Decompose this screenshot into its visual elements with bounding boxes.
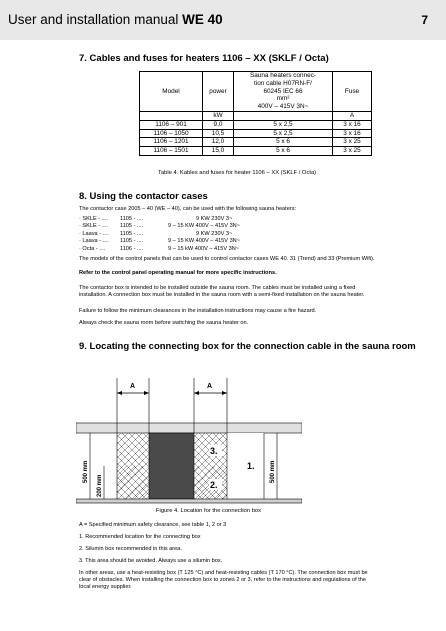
page-number: 7 xyxy=(421,13,428,27)
arrow-head xyxy=(144,391,149,395)
control-panels-text: The models of the control panels that can be used to control contactor cases WE 40. 31 (Trend) and 33 (Premium Wifi). xyxy=(79,256,375,262)
heater-code: 1105 - .... xyxy=(120,230,144,237)
heater-name: · Laava - .... xyxy=(79,230,109,237)
install-text: The contactor box is intended to be installed outside the sauna room. The cables must be installed using a fixed installation. A connection box must be installed in the sauna room with a semi-fixed installation on the sauna heater. xyxy=(79,285,365,299)
cell-fuse: 3 x 25 xyxy=(333,147,372,156)
failure-text: Failure to follow the minimum clearances in the installation instructions may cause a fire hazard. xyxy=(79,308,317,314)
cable-header-line: 60245 IEC 66 xyxy=(263,87,303,95)
cell-model: 1106 – 1501 xyxy=(140,147,203,156)
contactor-intro: The contactor case 2005 – 40 (WE – 40), can be used with the following sauna heaters: xyxy=(79,206,297,212)
cell-power: 10,5 xyxy=(203,129,234,138)
heater-spec: 9 – 15 KW 400V – 415V 3N~ xyxy=(168,238,240,245)
manual-model: WE 40 xyxy=(182,12,223,27)
section-9-heading: 9. Locating the connecting box for the connection cable in the sauna room xyxy=(79,341,416,352)
cable-header-line: tion cable H07RN-F/ xyxy=(254,79,312,87)
dim-500-left-label: 500 mm xyxy=(83,460,89,483)
manual-title-text: User and installation manual xyxy=(8,12,179,27)
cell-power: 15,0 xyxy=(203,147,234,156)
refer-text: Refer to the control panel operating manual for more specific instructions. xyxy=(79,270,277,276)
cell-fuse: 3 x 25 xyxy=(333,138,372,147)
section-8-heading: 8. Using the contactor cases xyxy=(79,191,208,202)
cell-fuse: 3 x 16 xyxy=(333,129,372,138)
heater-spec: 9 – 15 KW 400V – 415V 3N~ xyxy=(168,223,240,230)
clearance-label-a: A xyxy=(207,383,213,390)
unit-cell xyxy=(234,111,333,120)
heater-code: 1105 - .... xyxy=(120,216,144,222)
arrow-head xyxy=(117,391,122,395)
zone-3-label: 3. xyxy=(210,446,218,456)
connection-box-figure xyxy=(76,373,302,505)
check-text: Always check the sauna room before switching the sauna heater on. xyxy=(79,320,249,326)
zone-1-label: 1. xyxy=(247,461,255,471)
cell-cable: 5 x 2,5 xyxy=(234,129,333,138)
heater-code: 1105 - .... xyxy=(120,223,144,230)
unit-cell xyxy=(140,111,203,120)
table-row xyxy=(140,138,372,147)
cell-cable: 5 x 6 xyxy=(234,147,333,156)
heater-name: · SKLE - .... xyxy=(79,216,108,222)
legend-item-3: 3. This area should be avoided. Always use a silumin box. xyxy=(79,558,223,564)
arrow-head xyxy=(222,391,227,395)
heater-name: · Octa - .... xyxy=(79,245,106,252)
table-header-row xyxy=(140,72,372,112)
section-7-heading: 7. Cables and fuses for heaters 1106 – XX (SKLF / Octa) xyxy=(79,53,329,64)
zone-2-label: 2. xyxy=(210,480,218,490)
dim-200-label: 200 mm xyxy=(97,474,103,497)
cell-power: 12,0 xyxy=(203,138,234,147)
heater-block xyxy=(149,433,194,499)
zone-1-area xyxy=(227,433,264,499)
cell-model: 1106 – 901 xyxy=(140,120,203,129)
other-areas-text: In other areas, use a heat-resisting box (T 125 °C) and heat-resisting cables (T 170 °C). The connection box must be clear of obstacles. When installing the connection box to zones 2 or 3, refer to the instructions and regulations of the local energy supplier. xyxy=(79,570,368,591)
floor-band xyxy=(76,499,302,503)
cell-fuse: 3 x 16 xyxy=(333,120,372,129)
legend-item-1: 1. Recommended location for the connecting box xyxy=(79,534,201,540)
heater-spec: 9 KW 230V 3~ xyxy=(196,230,233,237)
heater-names xyxy=(79,216,109,253)
unit-power: kW xyxy=(203,111,234,120)
heater-specs xyxy=(168,216,240,253)
heater-spec: 9 – 15 kW 400V – 415V 3N~ xyxy=(168,245,240,252)
cell-model: 1106 – 1201 xyxy=(140,138,203,147)
cell-model: 1106 – 1050 xyxy=(140,129,203,138)
dim-500-right-label: 500 mm xyxy=(270,460,276,483)
table-unit-row xyxy=(140,111,372,120)
heater-name: · Laava - .... xyxy=(79,238,109,245)
heater-name: · SKLE - .... xyxy=(79,223,108,230)
heater-code: 1105 - .... xyxy=(120,238,144,245)
ceiling-band xyxy=(76,423,302,433)
page-header xyxy=(0,0,446,40)
cable-header-line: 400V – 415V 3N~ xyxy=(257,103,309,111)
table-caption: Table 4. Kables and fuses for heater 1106 – XX (SKLF / Octa) xyxy=(158,170,317,176)
col-power-header: power xyxy=(203,72,234,112)
col-model-header: Model xyxy=(140,72,203,112)
legend-item-2: 2. Silumin box recommended in this area. xyxy=(79,546,182,552)
cable-header-line: mm² xyxy=(276,95,290,103)
cables-fuses-table xyxy=(139,71,372,156)
table-row xyxy=(140,147,372,156)
table-row xyxy=(140,120,372,129)
cell-cable: 5 x 6 xyxy=(234,138,333,147)
figure-caption: Figure 4. Location for the connection box xyxy=(156,508,262,514)
arrow-head xyxy=(194,391,199,395)
heater-spec: 9 KW 230V 3~ xyxy=(196,216,233,222)
heater-codes xyxy=(120,216,143,253)
cell-power: 9,0 xyxy=(203,120,234,129)
unit-fuse: A xyxy=(333,111,372,120)
cable-header-line: Sauna heaters connec- xyxy=(249,72,317,79)
clearance-label-a: A xyxy=(130,383,136,390)
col-cable-header xyxy=(234,72,333,112)
table-row xyxy=(140,129,372,138)
cell-cable: 5 x 2,5 xyxy=(234,120,333,129)
legend-a: A = Specified minimum safety clearance, see table 1, 2 or 3 xyxy=(79,522,227,528)
col-fuse-header: Fuse xyxy=(333,72,372,112)
manual-title xyxy=(8,12,223,27)
heater-code: 1106 - .... xyxy=(120,245,144,252)
